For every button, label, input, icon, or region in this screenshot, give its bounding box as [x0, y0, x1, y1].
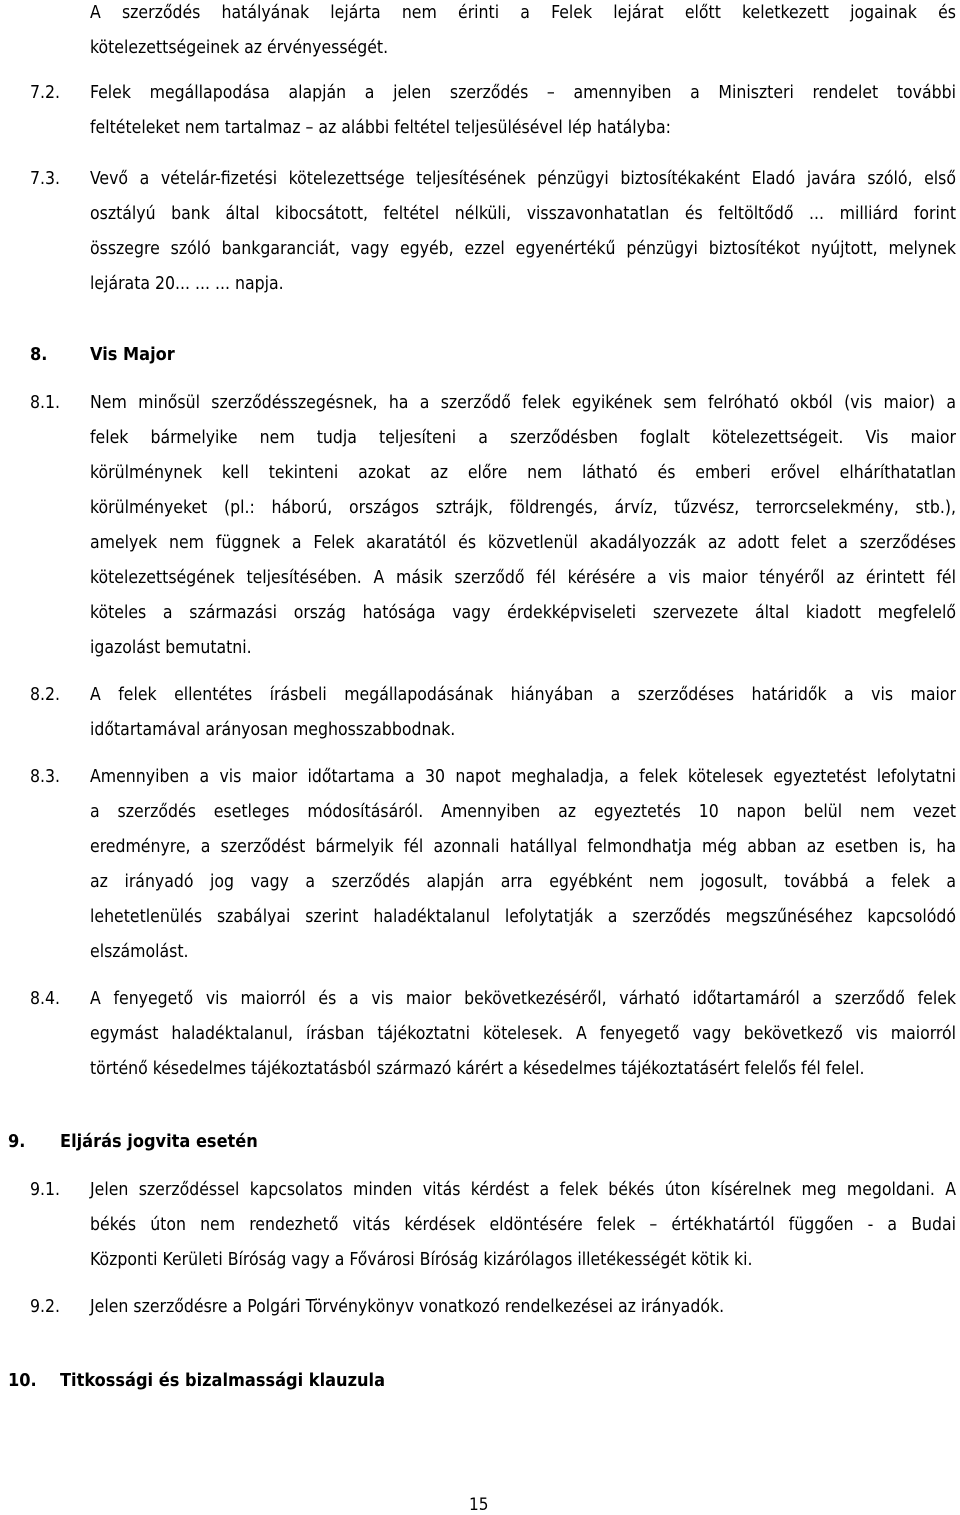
paragraph-7-3 [90, 162, 956, 302]
text-line: lejárata 20... ... ... napja. [90, 274, 284, 294]
section-number-7-2: 7.2. [30, 83, 61, 103]
text-line: történő késedelmes tájékoztatásból származó kárért a késedelmes tájékoztatásért felelős fél felel. [90, 1059, 865, 1079]
text-line: A felek ellentétes írásbeli megállapodásának hiányában a szerződéses határidők a vis maior [90, 685, 956, 705]
paragraph-intro [90, 0, 956, 66]
heading-vis-major: Vis Major [90, 344, 175, 365]
heading-number-10: 10. [8, 1370, 37, 1391]
text-line: amelyek nem függnek a Felek akaratától és közvetlenül akadályozzák az adott felet a szerződéses [90, 533, 956, 553]
text-line: egymást haladéktalanul, írásban tájékoztatni kötelesek. A fenyegető vagy bekövetkező vis maiorról [90, 1024, 956, 1044]
text-line: a szerződés esetleges módosításáról. Amennyiben az egyeztetés 10 napon belül nem vezet [90, 802, 956, 822]
paragraph-8-4 [90, 982, 956, 1087]
text-line: A fenyegető vis maiorról és a vis maior bekövetkezéséről, várható időtartamáról a szerződő felek [90, 989, 956, 1009]
text-line: feltételeket nem tartalmaz – az alábbi feltétel teljesülésével lép hatályba: [90, 118, 671, 138]
text-line: kötelezettségeinek az érvényességét. [90, 38, 389, 58]
text-line: időtartamával arányosan meghosszabbodnak. [90, 720, 456, 740]
section-number-8-1: 8.1. [30, 393, 61, 413]
text-line: az irányadó jog vagy a szerződés alapján arra egyébként nem jogosult, továbbá a felek a [90, 872, 956, 892]
section-number-8-2: 8.2. [30, 685, 61, 705]
text-line: köteles a származási ország hatósága vagy érdekképviseleti szervezete által kiadott megfelelő [90, 603, 956, 623]
heading-titkossagi-klauzula: Titkossági és bizalmassági klauzula [60, 1370, 385, 1391]
section-number-9-1: 9.1. [30, 1180, 61, 1200]
text-line: körülményeket (pl.: háború, országos sztrájk, földrengés, árvíz, tűzvész, terrorcselekmény, stb.), [90, 498, 956, 518]
section-number-8-4: 8.4. [30, 989, 61, 1009]
text-line: Jelen szerződéssel kapcsolatos minden vitás kérdést a felek békés úton kísérelnek meg megoldani. A [90, 1180, 956, 1200]
heading-eljaras-jogvita: Eljárás jogvita esetén [60, 1131, 258, 1152]
paragraph-9-2 [90, 1290, 956, 1325]
text-line: elszámolást. [90, 942, 189, 962]
text-line: eredményre, a szerződést bármelyik fél azonnali hatállyal felmondhatja még abban az esetben is, ha [90, 837, 956, 857]
text-line: körülménynek kell tekinteni azokat az előre nem látható és emberi erővel elháríthatatlan [90, 463, 956, 483]
text-line: Központi Kerületi Bíróság vagy a Fővárosi Bíróság kizárólagos illetékességét kötik ki. [90, 1250, 753, 1270]
section-number-7-3: 7.3. [30, 169, 61, 189]
paragraph-8-3 [90, 760, 956, 970]
text-line: békés úton nem rendezhető vitás kérdések eldöntésére felek – értékhatártól függően - a Budai [90, 1215, 956, 1235]
section-number-9-2: 9.2. [30, 1297, 61, 1317]
text-line: osztályú bank által kibocsátott, feltétel nélküli, visszavonhatatlan és feltöltődő ... milliárd forint [90, 204, 956, 224]
section-number-8-3: 8.3. [30, 767, 61, 787]
heading-number-9: 9. [8, 1131, 26, 1152]
text-line: kötelezettségének teljesítésében. A másik szerződő fél kérésére a vis maior tényéről az érintett fél [90, 568, 956, 588]
text-line: összegre szóló bankgaranciát, vagy egyéb, ezzel egyenértékű pénzügyi biztosítékot nyújtott, melynek [90, 239, 956, 259]
text-line: igazolást bemutatni. [90, 638, 252, 658]
text-line: Jelen szerződésre a Polgári Törvénykönyv vonatkozó rendelkezései az irányadók. [90, 1297, 725, 1317]
text-line: Vevő a vételár-fizetési kötelezettsége teljesítésének pénzügyi biztosítékaként Eladó javára szóló, első [90, 169, 956, 189]
heading-number-8: 8. [30, 344, 48, 365]
text-line: Amennyiben a vis maior időtartama a 30 napot meghaladja, a felek kötelesek egyeztetést lefolytatni [90, 767, 956, 787]
text-line: A szerződés hatályának lejárta nem érinti a Felek lejárat előtt keletkezett jogainak és [90, 3, 956, 23]
text-line: lehetetlenülés szabályai szerint haladéktalanul lefolytatják a szerződés megszűnéséhez kapcsolódó [90, 907, 956, 927]
paragraph-7-2 [90, 76, 956, 146]
text-line: Nem minősül szerződésszegésnek, ha a szerződő felek egyikének sem felróható okból (vis maior) a [90, 393, 956, 413]
text-line: Felek megállapodása alapján a jelen szerződés – amennyiben a Miniszteri rendelet további [90, 83, 956, 103]
paragraph-9-1 [90, 1173, 956, 1278]
text-line: felek bármelyike nem tudja teljesíteni a szerződésben foglalt kötelezettségeit. Vis maior [90, 428, 956, 448]
page-number: 15 [469, 1495, 489, 1515]
paragraph-8-2 [90, 678, 956, 748]
paragraph-8-1 [90, 386, 956, 666]
